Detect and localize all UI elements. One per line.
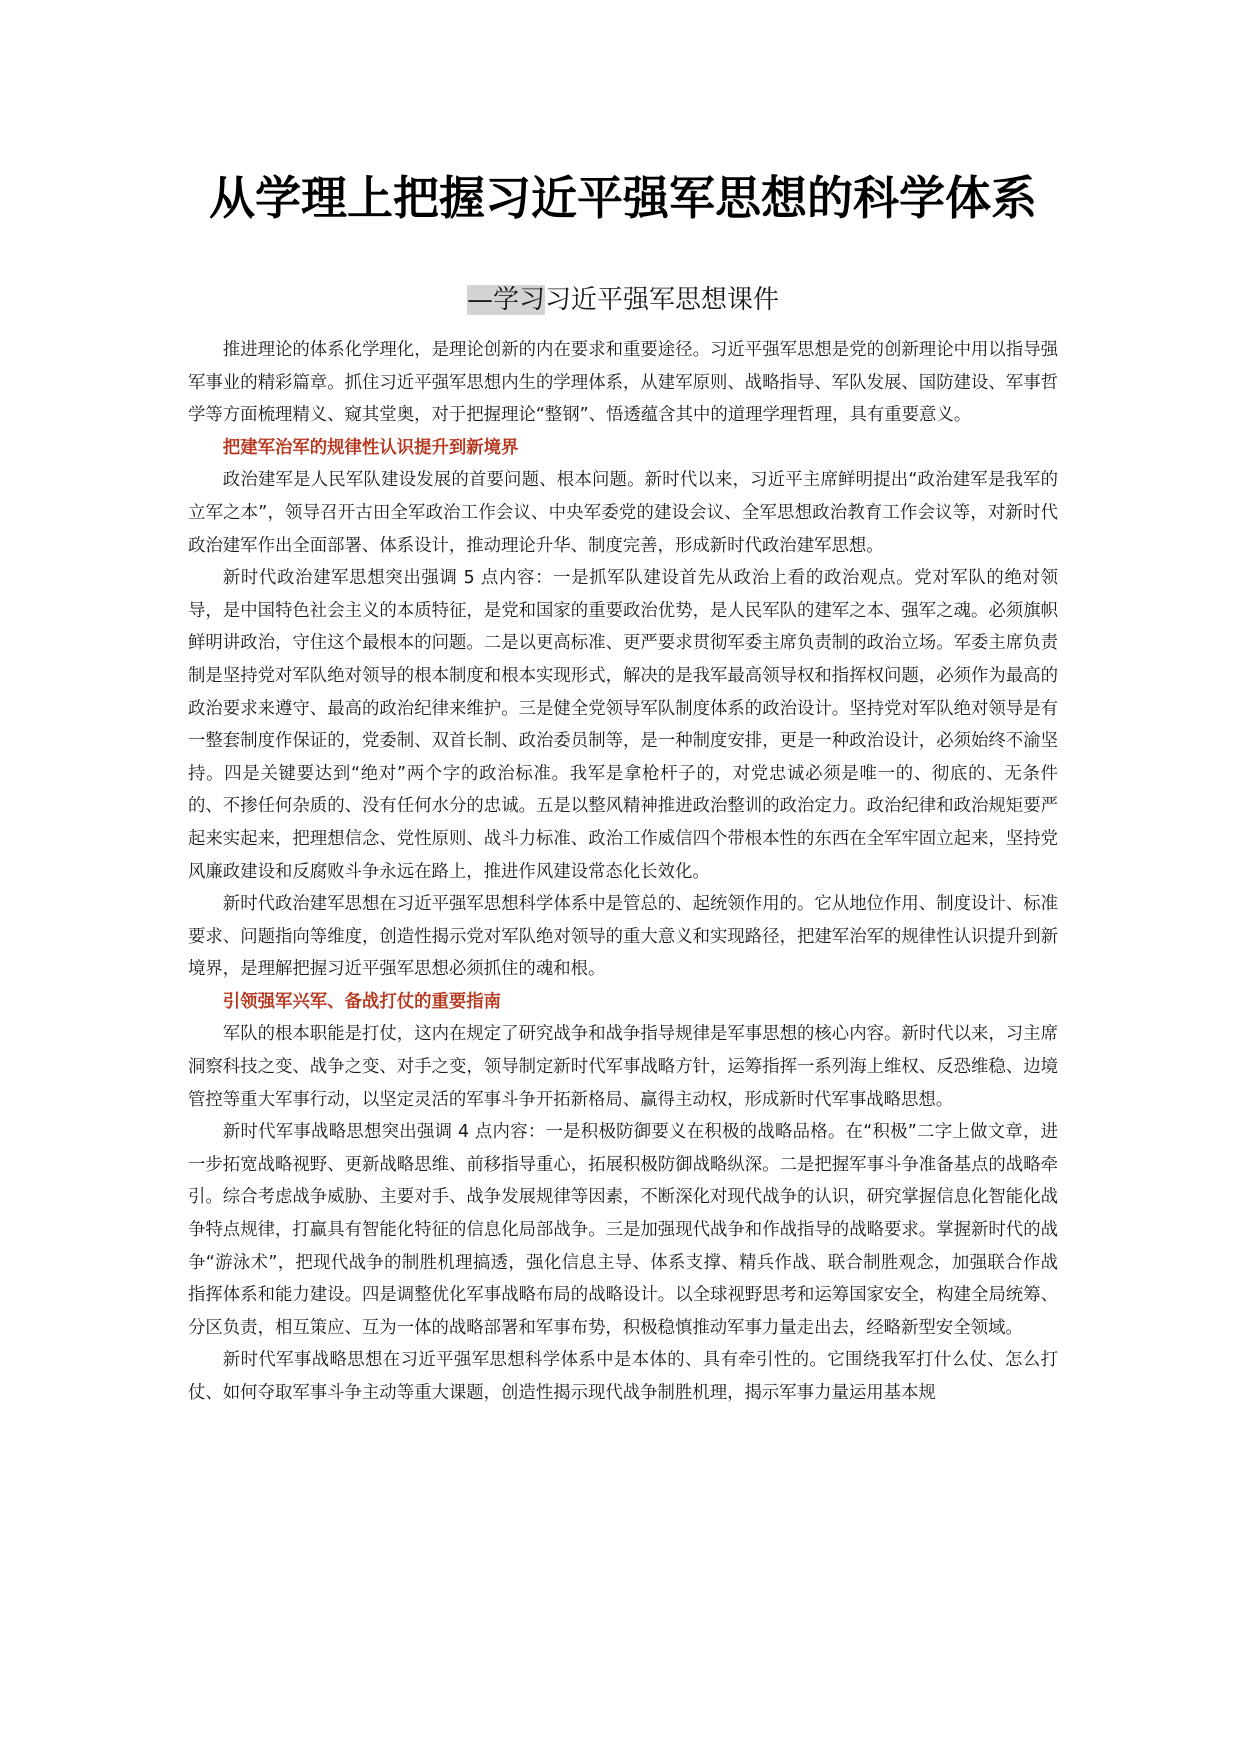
document-subtitle	[188, 280, 1058, 320]
paragraph: 新时代政治建军思想在习近平强军思想科学体系中是管总的、起统领作用的。它从地位作用、制度设计、标准要求、问题指向等维度，创造性揭示党对军队绝对领导的重大意义和实现路径，把建军治军的规律性认识提升到新境界，是理解把握习近平强军思想必须抓住的魂和根。	[188, 894, 1058, 980]
paragraph: 新时代军事战略思想突出强调 4 点内容：一是积极防御要义在积极的战略品格。在“积极”二字上做文章，进一步拓宽战略视野、更新战略思维、前移指导重心，拓展积极防御战略纵深。二是把握军事斗争准备基点的战略牵引。综合考虑战争威胁、主要对手、战争发展规律等因素，不断深化对现代战争的认识，研究掌握信息化智能化战争特点规律，打赢具有智能化特征的信息化局部战争。三是加强现代战争和作战指导的战略要求。掌握新时代的战争“游泳术”，把现代战争的制胜机理搞透，强化信息主导、体系支撑、精兵作战、联合制胜观念，加强联合作战指挥体系和能力建设。四是调整优化军事战略布局的战略设计。以全球视野思考和运筹国家安全，构建全局统筹、分区负责，相互策应、互为一体的战略部署和军事布势，积极稳慎推动军事力量走出去，经略新型安全领域。	[188, 1122, 1058, 1338]
subtitle-text: 习近平强军思想课件	[545, 285, 780, 315]
paragraph: 新时代政治建军思想突出强调 5 点内容：一是抓军队建设首先从政治上看的政治观点。党对军队的绝对领导，是中国特色社会主义的本质特征，是党和国家的重要政治优势，是人民军队的建军之本、强军之魂。必须旗帜鲜明讲政治，守住这个最根本的问题。二是以更高标准、更严要求贯彻军委主席负责制的政治立场。军委主席负责制是坚持党对军队绝对领导的根本制度和根本实现形式，解决的是我军最高领导权和指挥权问题，必须作为最高的政治要求来遵守、最高的政治纪律来维护。三是健全党领导军队制度体系的政治设计。坚持党对军队绝对领导是有一整套制度作保证的，党委制、双首长制、政治委员制等，是一种制度安排，更是一种政治设计，必须始终不渝坚持。四是关键要达到“绝对”两个字的政治标准。我军是拿枪杆子的，对党忠诚必须是唯一的、彻底的、无条件的、不掺任何杂质的、没有任何水分的忠诚。五是以整风精神推进政治整训的政治定力。政治纪律和政治规矩要严起来实起来，把理想信念、党性原则、战斗力标准、政治工作威信四个带根本性的东西在全军牢固立起来，坚持党风廉政建设和反腐败斗争永远在路上，推进作风建设常态化长效化。	[188, 568, 1058, 882]
section-heading: 把建军治军的规律性认识提升到新境界	[222, 437, 519, 458]
section-heading: 引领强军兴军、备战打仗的重要指南	[222, 991, 502, 1012]
paragraph: 军队的根本职能是打仗，这内在规定了研究战争和战争指导规律是军事思想的核心内容。新时代以来，习主席洞察科技之变、战争之变、对手之变，领导制定新时代军事战略方针，运筹指挥一系列海上维权、反恐维稳、边境管控等重大军事行动，以坚定灵活的军事斗争开拓新格局、赢得主动权，形成新时代军事战略思想。	[188, 1024, 1058, 1110]
document-body	[188, 334, 1058, 1410]
subtitle-highlighted-text: —学习	[466, 285, 545, 315]
paragraph: 新时代军事战略思想在习近平强军思想科学体系中是本体的、具有牵引性的。它围绕我军打什么仗、怎么打仗、如何夺取军事斗争主动等重大课题，创造性揭示现代战争制胜机理，揭示军事力量运用基本规	[188, 1350, 1058, 1403]
document-title: 从学理上把握习近平强军思想的科学体系	[209, 171, 1037, 225]
paragraph-intro: 推进理论的体系化学理化，是理论创新的内在要求和重要途径。习近平强军思想是党的创新理论中用以指导强军事业的精彩篇章。抓住习近平强军思想内生的学理体系，从建军原则、战略指导、军队发展、国防建设、军事哲学等方面梳理精义、窥其堂奥，对于把握理论“整钢”、悟透蕴含其中的道理学理哲理，具有重要意义。	[188, 340, 1058, 426]
paragraph: 政治建军是人民军队建设发展的首要问题、根本问题。新时代以来，习近平主席鲜明提出“政治建军是我军的立军之本”，领导召开古田全军政治工作会议、中央军委党的建设会议、全军思想政治教育工作会议等，对新时代政治建军作出全面部署、体系设计，推动理论升华、制度完善，形成新时代政治建军思想。	[188, 470, 1058, 556]
